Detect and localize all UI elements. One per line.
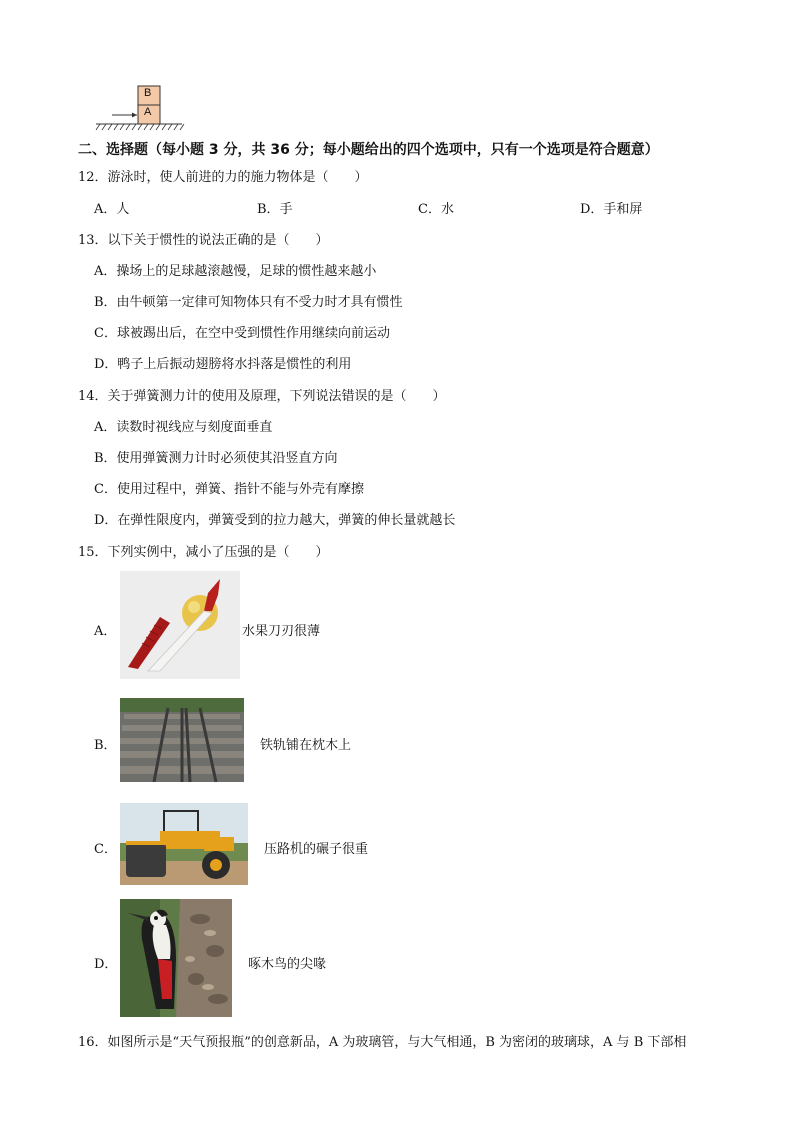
block-a-label: A bbox=[144, 106, 152, 118]
q14-option-b: B．使用弹簧测力计时必须使其沿竖直方向 bbox=[94, 451, 338, 466]
q13-option-d: D．鸭子上后振动翅膀将水抖落是惯性的利用 bbox=[94, 357, 352, 372]
q15-option-d-caption: 啄木鸟的尖喙 bbox=[248, 957, 327, 972]
q15-option-b-letter: B． bbox=[94, 738, 117, 753]
q14-option-a: A．读数时视线应与刻度面垂直 bbox=[94, 420, 273, 435]
q12-option-c: C．水 bbox=[418, 202, 454, 217]
block-b-label: B bbox=[144, 87, 152, 99]
q15-option-a-caption: 水果刀刃很薄 bbox=[242, 624, 321, 639]
section-title: 二、选择题（每小题 3 分，共 36 分；每小题给出的四个选项中，只有一个选项是符合题意） bbox=[78, 142, 659, 158]
q15-option-c-letter: C． bbox=[94, 842, 117, 857]
question-15-stem: 15．下列实例中，减小了压强的是（ ） bbox=[78, 545, 329, 560]
q15-option-d-letter: D． bbox=[94, 957, 118, 972]
question-16-stem: 16．如图所示是“天气预报瓶”的创意新品，A 为玻璃管，与大气相通，B 为密闭的玻璃球，A 与 B 下部相 bbox=[78, 1035, 687, 1050]
q13-option-c: C．球被踢出后，在空中受到惯性作用继续向前运动 bbox=[94, 326, 390, 341]
q12-option-b: B．手 bbox=[257, 202, 293, 217]
q14-option-d: D．在弹性限度内，弹簧受到的拉力越大，弹簧的伸长量就越长 bbox=[94, 513, 456, 528]
q15-option-b-caption: 铁轨铺在枕木上 bbox=[260, 738, 352, 753]
q14-option-c: C．使用过程中，弹簧、指针不能与外壳有摩擦 bbox=[94, 482, 364, 497]
railway-photo bbox=[120, 698, 244, 782]
q15-option-c-caption: 压路机的碾子很重 bbox=[264, 842, 369, 857]
knife-photo bbox=[120, 571, 240, 679]
block-figure bbox=[94, 84, 186, 134]
road-roller-photo bbox=[120, 803, 248, 885]
q15-option-a-letter: A． bbox=[94, 624, 117, 639]
woodpecker-photo bbox=[120, 899, 232, 1017]
q12-option-d: D．手和屏 bbox=[580, 202, 643, 217]
q13-option-a: A．操场上的足球越滚越慢，足球的惯性越来越小 bbox=[94, 264, 377, 279]
q12-option-a: A．人 bbox=[94, 202, 130, 217]
question-14-stem: 14．关于弹簧测力计的使用及原理，下列说法错误的是（ ） bbox=[78, 389, 446, 404]
question-12-stem: 12．游泳时，使人前进的力的施力物体是（ ） bbox=[78, 170, 368, 185]
q13-option-b: B．由牛顿第一定律可知物体只有不受力时才具有惯性 bbox=[94, 295, 403, 310]
question-13-stem: 13．以下关于惯性的说法正确的是（ ） bbox=[78, 233, 329, 248]
